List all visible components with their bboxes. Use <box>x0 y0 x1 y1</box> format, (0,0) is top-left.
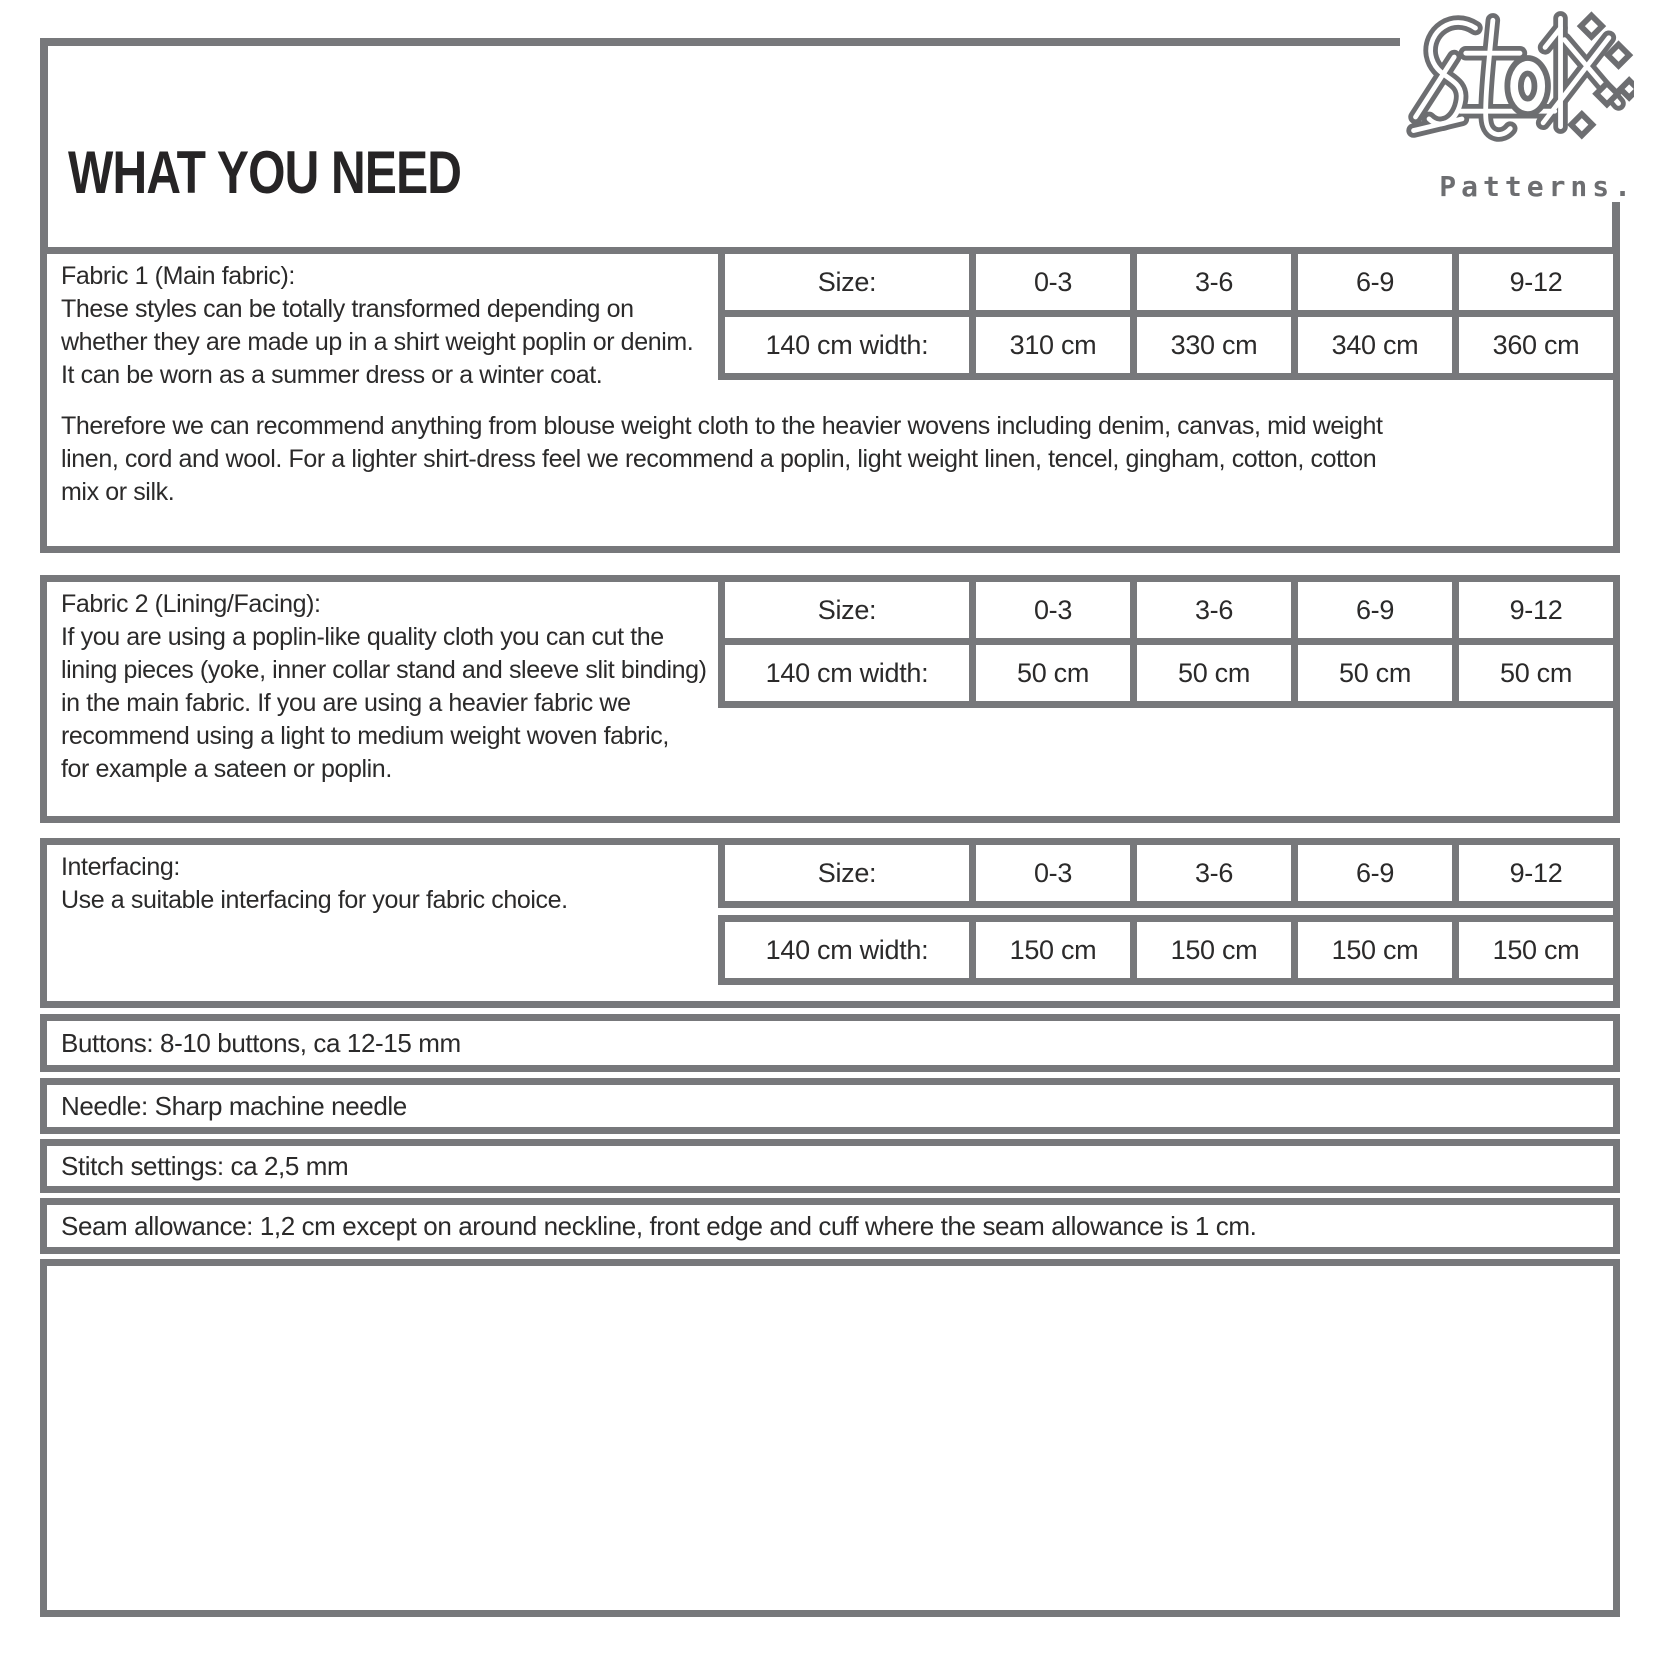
width-label-cell: 140 cm width: <box>722 314 973 377</box>
table-row: 140 cm width: 150 cm 150 cm 150 cm 150 cm <box>722 919 1617 982</box>
fabric2-heading: Fabric 2 (Lining/Facing): <box>61 590 321 618</box>
interfacing-size-row <box>718 838 1620 908</box>
width-label-cell: 140 cm width: <box>722 642 973 705</box>
interfacing-text: Interfacing: Use a suitable interfacing for your fabric choice. <box>61 853 568 914</box>
buttons-text: Buttons: 8-10 buttons, ca 12-15 mm <box>61 1027 461 1058</box>
seam-allowance-text: Seam allowance: 1,2 cm except on around neckline, front edge and cuff where the seam allowance is 1 cm. <box>61 1210 1257 1241</box>
fabric1-text: Fabric 1 (Main fabric): These styles can be totally transformed depending on whether they are made up in a shirt weight poplin or denim. It can be worn as a summer dress or a winter coat. <box>61 262 694 389</box>
frame-left-border <box>40 38 48 247</box>
fabric1-yardage-table <box>718 247 1620 380</box>
fabric1-recommendation: Therefore we can recommend anything from blouse weight cloth to the heavier wovens including denim, canvas, mid weight linen, cord and wool. For a lighter shirt-dress feel we recommend a poplin, light weight linen, tencel, gingham, cotton, cotton mix or silk. <box>61 412 1383 506</box>
row-seam-allowance <box>40 1198 1620 1254</box>
row-stitch-settings <box>40 1139 1620 1193</box>
row-needle <box>40 1078 1620 1134</box>
section-interfacing <box>40 838 1620 1008</box>
frame-right-border-segment <box>1612 202 1620 247</box>
section-fabric2 <box>40 575 1620 823</box>
empty-notes-box <box>40 1259 1620 1617</box>
interfacing-yardage-row <box>718 915 1620 985</box>
brand-monogram-icon <box>1402 10 1634 166</box>
size-header-cell: Size: <box>722 251 973 314</box>
interfacing-heading: Interfacing: <box>61 853 180 881</box>
row-buttons <box>40 1014 1620 1072</box>
fabric1-heading: Fabric 1 (Main fabric): <box>61 262 295 290</box>
table-row: Size: 0-3 3-6 6-9 9-12 <box>722 579 1617 642</box>
stitch-settings-text: Stitch settings: ca 2,5 mm <box>61 1150 349 1181</box>
table-row: Size: 0-3 3-6 6-9 9-12 <box>722 842 1617 905</box>
width-label-cell: 140 cm width: <box>722 919 973 982</box>
section-fabric1 <box>40 247 1620 553</box>
size-header-cell: Size: <box>722 842 973 905</box>
stoff-stil-logo <box>1402 10 1634 166</box>
table-row: 140 cm width: 50 cm 50 cm 50 cm 50 cm <box>722 642 1617 705</box>
brand-wordmark: Patterns. <box>1439 170 1636 203</box>
fabric2-yardage-table <box>718 575 1620 708</box>
needle-text: Needle: Sharp machine needle <box>61 1090 407 1121</box>
size-header-cell: Size: <box>722 579 973 642</box>
page-title: WHAT YOU NEED <box>68 139 462 207</box>
table-row: 140 cm width: 310 cm 330 cm 340 cm 360 cm <box>722 314 1617 377</box>
table-row: Size: 0-3 3-6 6-9 9-12 <box>722 251 1617 314</box>
fabric2-text: Fabric 2 (Lining/Facing): If you are using a poplin-like quality cloth you can cut the lining pieces (yoke, inner collar stand and sleeve slit binding) in the main fabric. If you are using a heavier fabric we recommend using a light to medium weight woven fabric, for example a sateen or poplin. <box>61 590 707 783</box>
frame-top-border <box>40 38 1400 46</box>
